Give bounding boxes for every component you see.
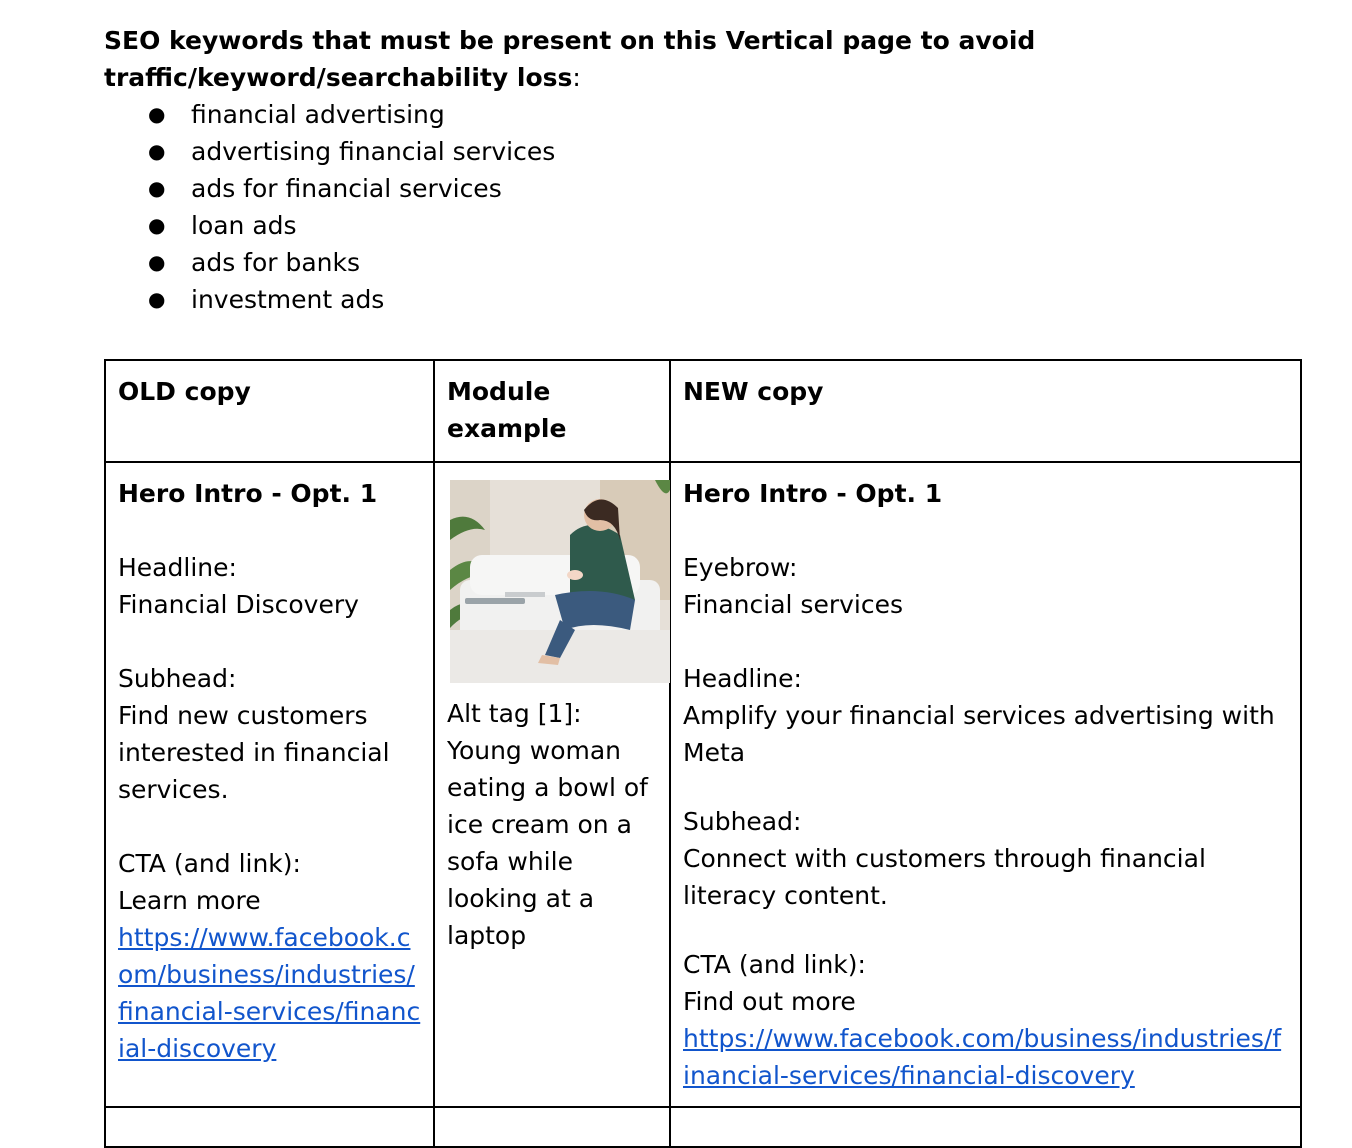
new-subhead: Connect with customers through financial literacy content. xyxy=(683,844,1206,910)
list-item: ● loan ads xyxy=(104,207,1300,244)
bullet-icon: ● xyxy=(148,139,166,163)
header-old-copy: OLD copy xyxy=(105,360,434,462)
seo-title-line-1: SEO keywords that must be present on this Vertical page to avoid xyxy=(104,26,1036,55)
bullet-icon: ● xyxy=(148,213,166,237)
bullet-icon: ● xyxy=(148,250,166,274)
old-subhead: Find new customers interested in financial services. xyxy=(118,701,390,804)
old-cta: Learn more xyxy=(118,886,261,915)
seo-title-colon: : xyxy=(572,63,581,92)
new-subhead-label: Subhead: xyxy=(683,807,802,836)
table-row xyxy=(105,462,1301,1107)
old-cta-label: CTA (and link): xyxy=(118,849,301,878)
list-item: ● ads for banks xyxy=(104,244,1300,281)
new-eyebrow: Financial services xyxy=(683,590,903,619)
table-header-row xyxy=(105,360,1301,462)
list-item: ● financial advertising xyxy=(104,96,1300,133)
table-row xyxy=(105,1107,1301,1147)
module-alt-tag: Alt tag [1]: Young woman eating a bowl of ice cream on a sofa while looking at a laptop xyxy=(447,699,648,950)
old-section-title: Hero Intro - Opt. 1 xyxy=(118,479,378,508)
photo-woman-sofa-laptop-icon xyxy=(450,480,670,683)
new-cta-label: CTA (and link): xyxy=(683,950,866,979)
header-module-example: Module example xyxy=(434,360,670,462)
bullet-icon: ● xyxy=(148,102,166,126)
bullet-icon: ● xyxy=(148,287,166,311)
new-copy-cell xyxy=(670,462,1301,1107)
bullet-icon: ● xyxy=(148,176,166,200)
old-subhead-label: Subhead: xyxy=(118,664,237,693)
copy-comparison-table xyxy=(104,359,1302,1148)
seo-title-line-2: traffic/keyword/searchability loss xyxy=(104,63,573,92)
list-item: ● investment ads xyxy=(104,281,1300,318)
list-item: ● advertising financial services xyxy=(104,133,1300,170)
list-item: ● ads for financial services xyxy=(104,170,1300,207)
old-cta-link[interactable]: https://www.facebook.com/business/industries/financial-services/financial-discovery xyxy=(118,923,421,1063)
header-new-copy: NEW copy xyxy=(670,360,1301,462)
old-headline-label: Headline: xyxy=(118,553,237,582)
module-image xyxy=(450,480,670,683)
new-cta: Find out more xyxy=(683,987,856,1016)
new-headline-label: Headline: xyxy=(683,664,802,693)
document-page xyxy=(104,22,1300,1090)
keyword-list xyxy=(104,96,1300,318)
seo-intro xyxy=(104,22,1300,96)
new-eyebrow-label: Eyebrow: xyxy=(683,553,798,582)
module-example-cell xyxy=(434,462,670,1107)
new-cta-link[interactable]: https://www.facebook.com/business/industries/financial-services/financial-discovery xyxy=(683,1024,1282,1090)
old-copy-cell xyxy=(105,462,434,1107)
old-headline: Financial Discovery xyxy=(118,590,359,619)
new-headline: Amplify your financial services advertising with Meta xyxy=(683,701,1275,767)
new-section-title: Hero Intro - Opt. 1 xyxy=(683,479,943,508)
